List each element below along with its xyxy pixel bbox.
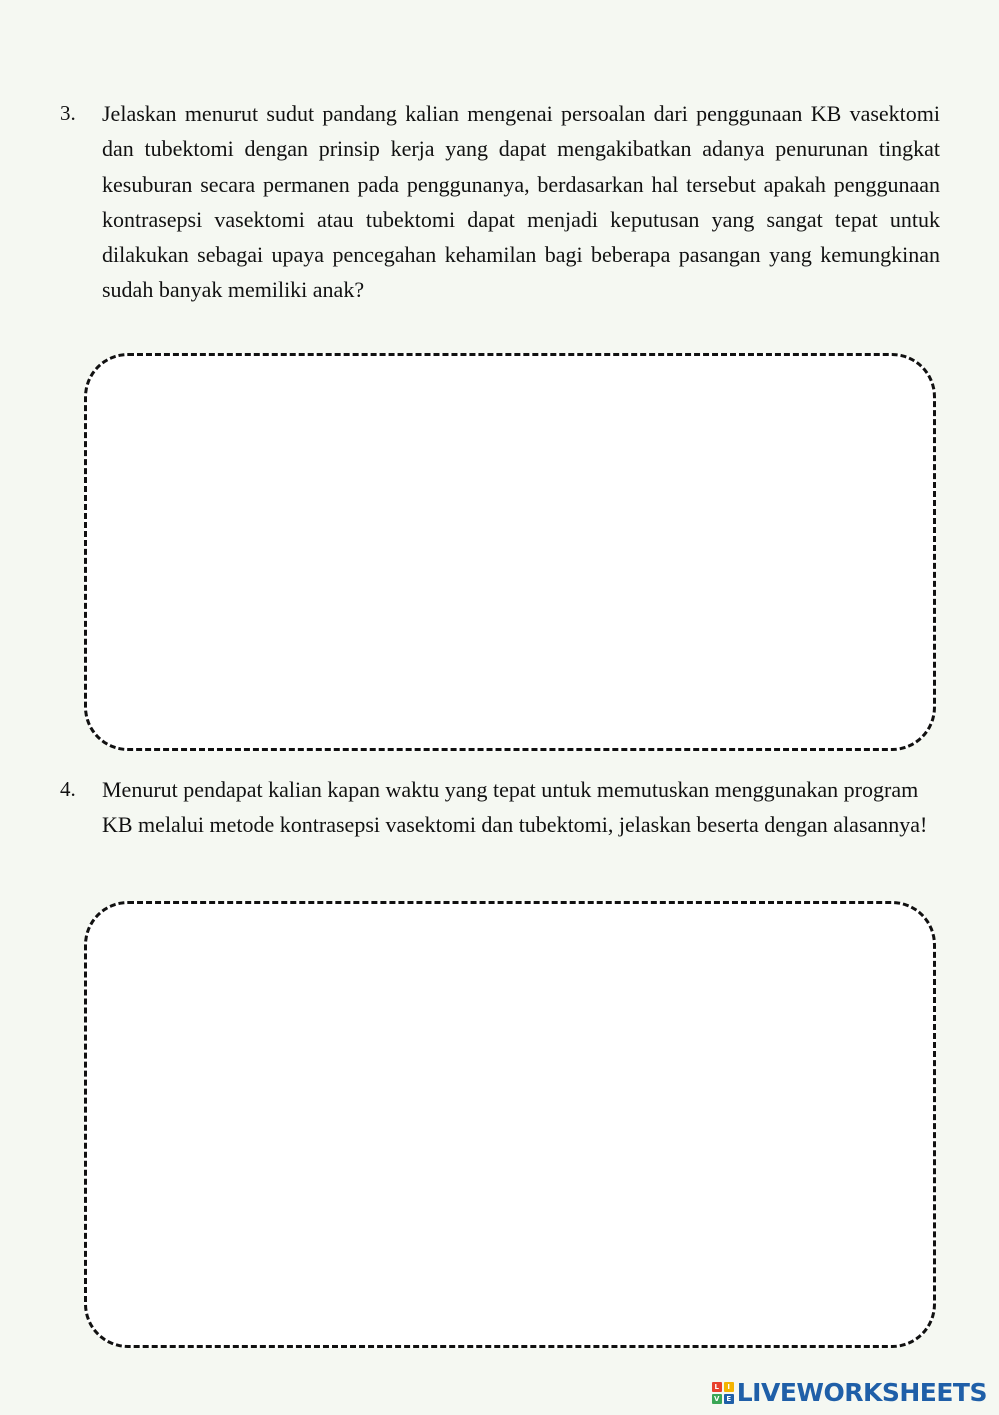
question-text: Jelaskan menurut sudut pandang kalian mengenai persoalan dari penggunaan KB vasektomi dan tubektomi dengan prinsip kerja yang dapat mengakibatkan adanya penurunan tingkat kesuburan secara permanen pada penggunanya, berdasarkan hal tersebut apakah penggunaan kontrasepsi vasektomi atau tubektomi dapat menjadi keputusan yang sangat tepat untuk dilakukan sebagai upaya pencegahan kehamilan bagi beberapa pasangan yang kemungkinan sudah banyak memiliki anak?: [102, 101, 940, 303]
answer-input-4[interactable]: [87, 904, 933, 1345]
answer-box-3[interactable]: [84, 353, 936, 751]
logo-letter-v: V: [712, 1394, 722, 1404]
answer-box-4[interactable]: [84, 901, 936, 1348]
liveworksheets-brand: [712, 1378, 987, 1407]
logo-letter-i: I: [724, 1382, 734, 1392]
logo-letter-l: L: [712, 1382, 722, 1392]
brand-name: LIVEWORKSHEETS: [736, 1378, 987, 1407]
logo-letter-e: E: [724, 1394, 734, 1404]
liveworksheets-logo-icon: [712, 1382, 734, 1404]
answer-input-3[interactable]: [87, 356, 933, 748]
question-text: Menurut pendapat kalian kapan waktu yang tepat untuk memutuskan menggunakan program KB melalui metode kontrasepsi vasektomi dan tubektomi, jelaskan beserta dengan alasannya!: [102, 777, 928, 838]
question-number: 4.: [60, 777, 76, 801]
question-number: 3.: [60, 101, 76, 125]
